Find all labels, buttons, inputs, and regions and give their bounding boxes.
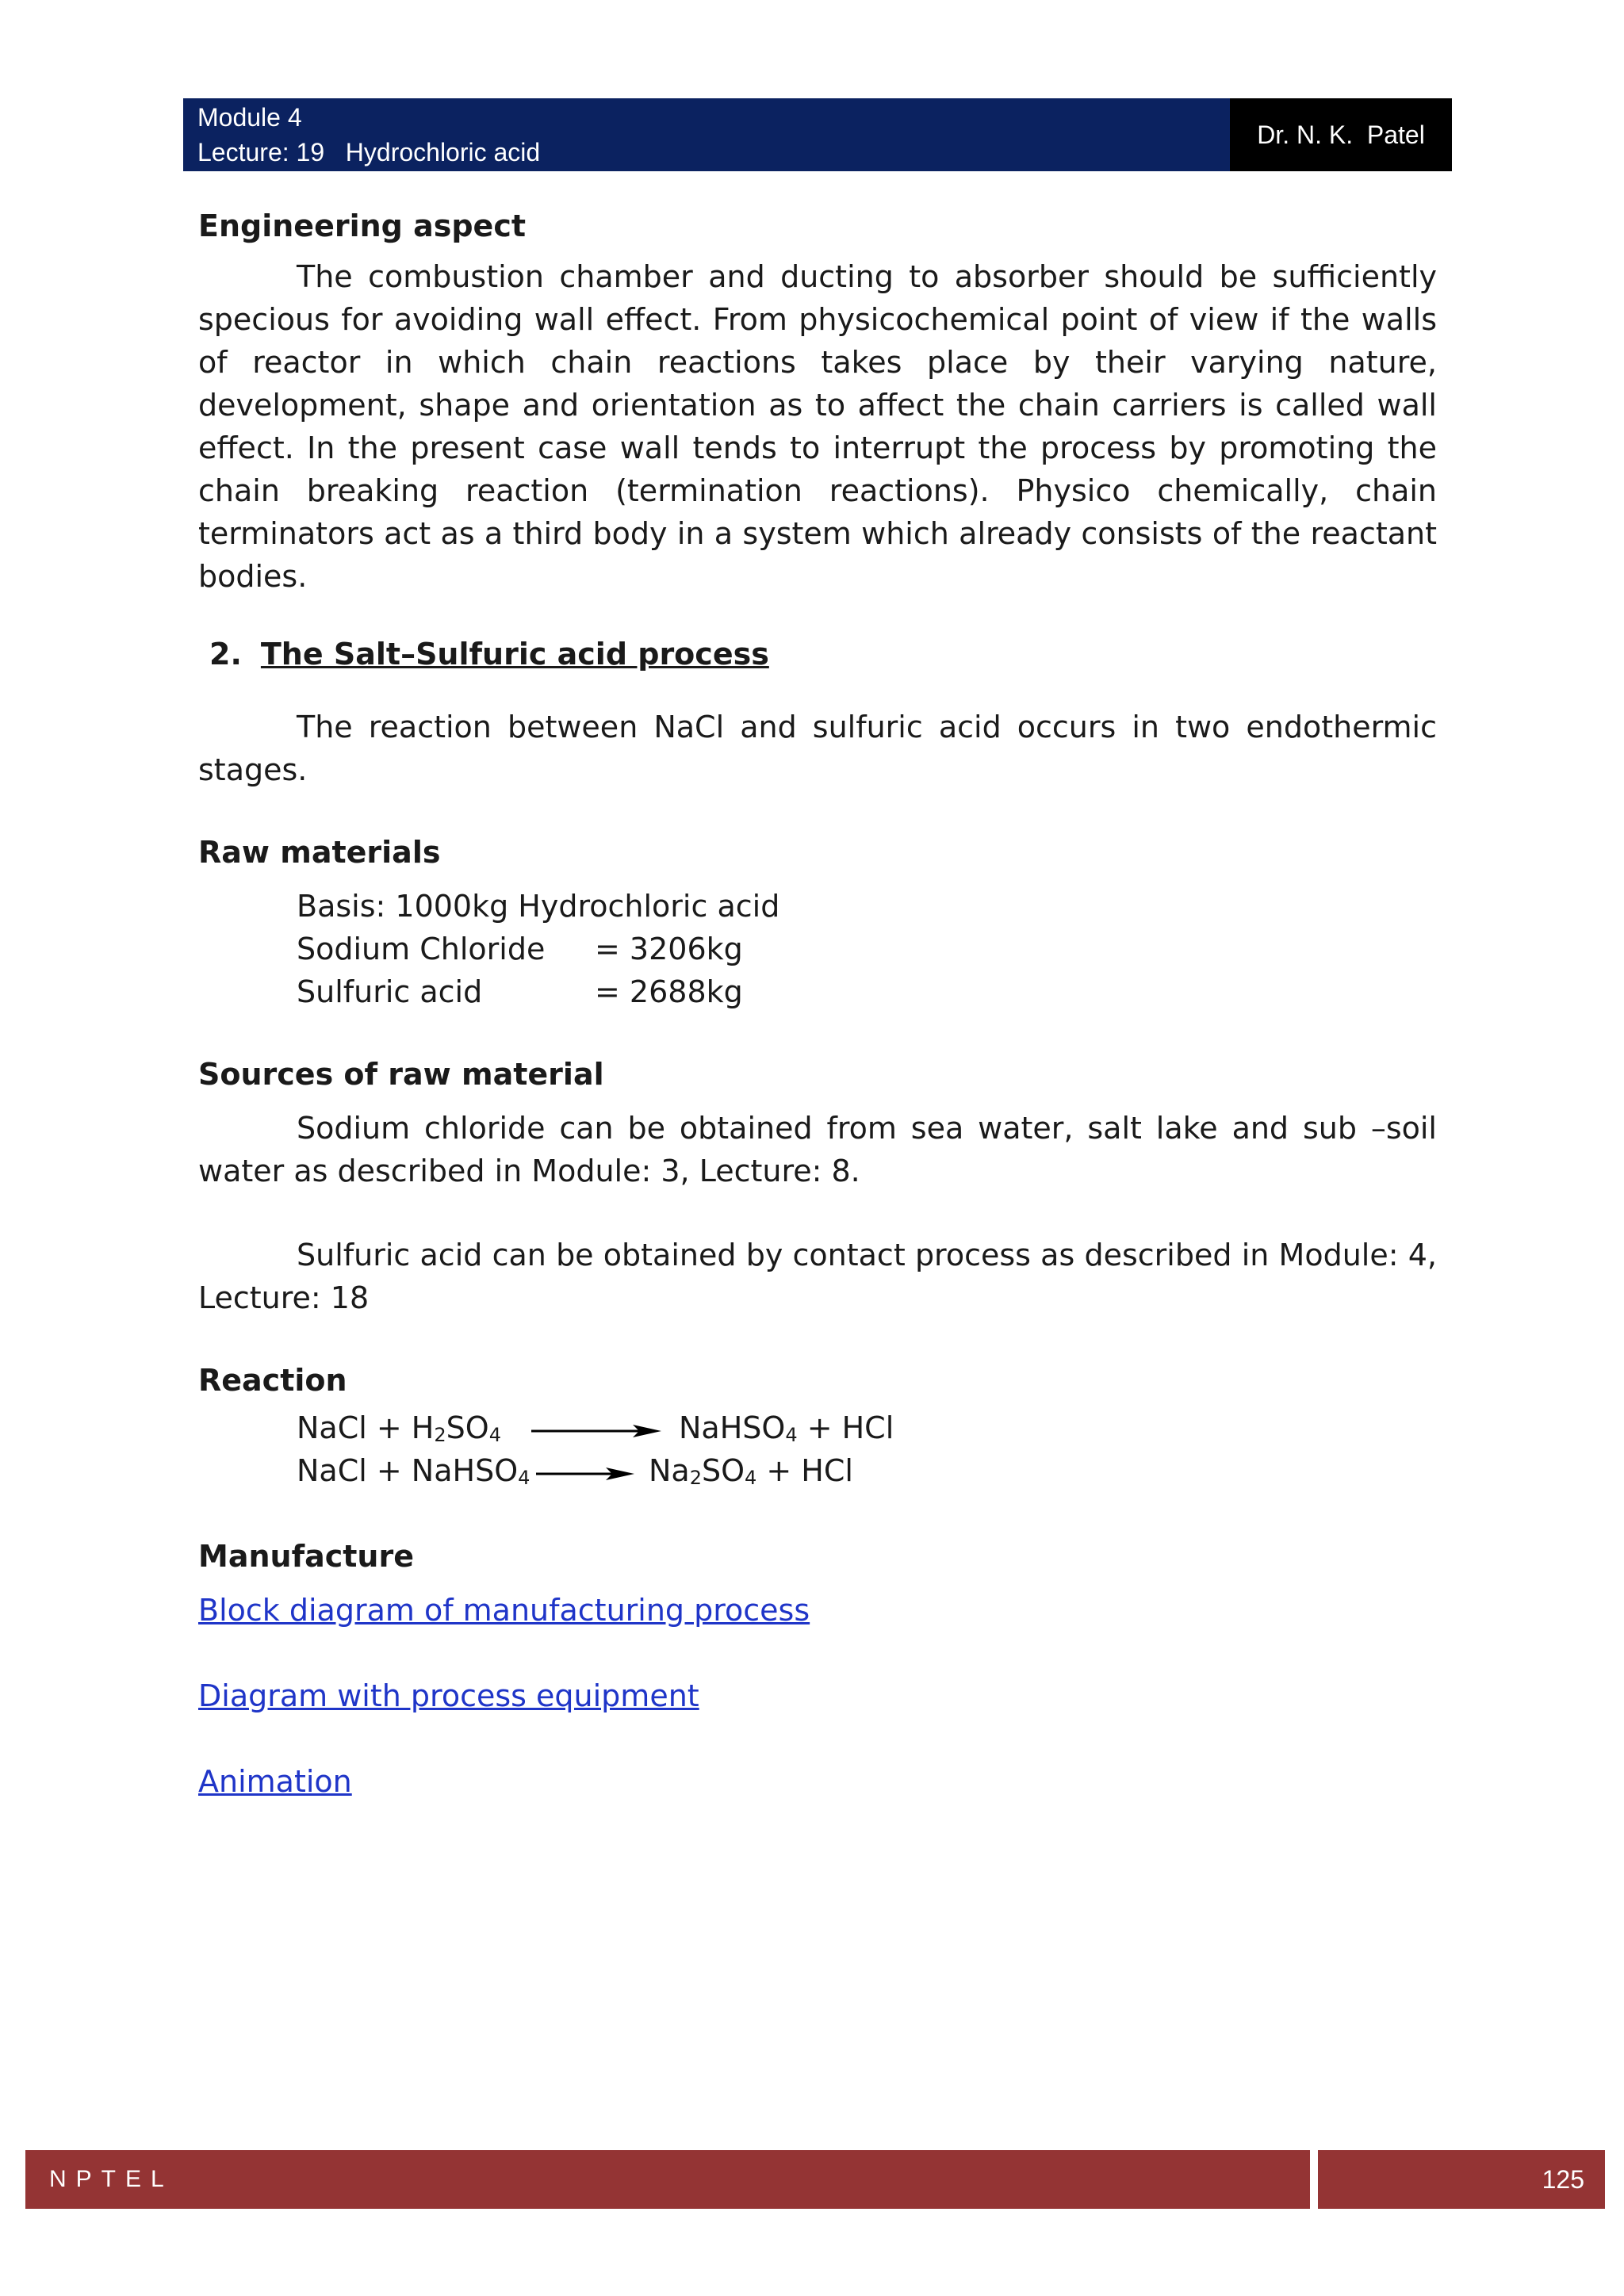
author-box (1230, 98, 1452, 171)
author-label: Dr. N. K. Patel (1257, 120, 1425, 149)
raw-material-name: Sulfuric acid (297, 974, 483, 1009)
reaction-equations (198, 1410, 1437, 1495)
basis-line: Basis: 1000kg Hydrochloric acid (297, 889, 780, 924)
module-label: Module 4 (197, 103, 302, 132)
raw-material-row (297, 970, 1437, 1013)
manufacture-links (198, 1589, 1437, 1803)
sources-paragraph-2: Sulfuric acid can be obtained by contact process as described in Module: 4, Lecture: 18 (198, 1238, 1437, 1315)
raw-material-value: = 2688kg (595, 974, 743, 1009)
raw-materials-list (198, 885, 1437, 1013)
reaction-2-lhs: NaCl + NaHSO$_4$ (297, 1452, 530, 1489)
reaction-2-rhs: $Na_2SO_4$ + HCl (649, 1452, 853, 1489)
heading-raw-materials: Raw materials (198, 835, 441, 870)
engineering-paragraph: The combustion chamber and ducting to absorber should be sufficiently specious for avoiding wall effect. From physicochemical point of view if the walls of reactor in which chain reactions takes place by their varying nature, development, shape and orientation as to affect the chain carriers is called wall effect. In the present case wall tends to interrupt the process by promoting the chain breaking reaction (termination reactions). Physico chemically, chain terminators act as a third body in a system which already consists of the reactant bodies. (198, 259, 1437, 594)
link-process-equipment-diagram[interactable]: Diagram with process equipment (198, 1678, 699, 1713)
heading-manufacture: Manufacture (198, 1539, 414, 1574)
raw-material-name: Sodium Chloride (297, 932, 546, 966)
heading-sources: Sources of raw material (198, 1057, 604, 1092)
section-title: The Salt–Sulfuric acid process (260, 637, 769, 672)
reaction-1-rhs: NaHSO$_4$ + HCl (679, 1410, 894, 1446)
link-animation[interactable]: Animation (198, 1764, 352, 1799)
link-block-diagram[interactable]: Block diagram of manufacturing process (198, 1593, 810, 1628)
reaction-arrow-icon (531, 1423, 661, 1439)
heading-reaction: Reaction (198, 1363, 347, 1398)
section-number: 2. (209, 637, 242, 672)
lecture-label: Lecture: 19 Hydrochloric acid (197, 138, 541, 166)
reaction-equation-1 (297, 1410, 1437, 1452)
page-number: 125 (1542, 2164, 1584, 2194)
footer-bar (25, 2150, 1310, 2209)
header-title-box (183, 98, 1230, 171)
footer-label: NPTEL (49, 2166, 174, 2192)
reaction-arrow-icon (536, 1466, 634, 1482)
heading-engineering: Engineering aspect (198, 209, 527, 243)
raw-material-row (297, 928, 1437, 970)
section-paragraph: The reaction between NaCl and sulfuric acid occurs in two endothermic stages. (198, 710, 1437, 787)
sources-paragraph-1: Sodium chloride can be obtained from sea water, salt lake and sub –soil water as described in Module: 3, Lecture: 8. (198, 1111, 1437, 1188)
reaction-1-lhs: NaCl + $H_2SO_4$ (297, 1410, 501, 1446)
page-content (198, 205, 1437, 1803)
raw-material-value: = 3206kg (595, 932, 743, 966)
reaction-equation-2 (297, 1452, 1437, 1495)
section-heading (198, 633, 1437, 675)
page-number-box (1318, 2150, 1605, 2209)
